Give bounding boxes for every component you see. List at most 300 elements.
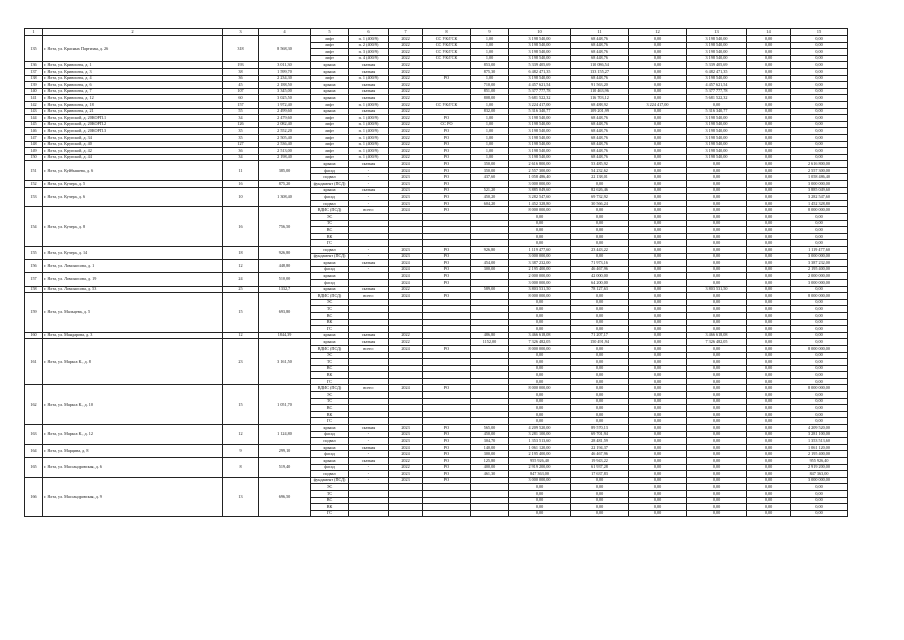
table-cell: 450,00: [471, 431, 509, 438]
total-area-cell: 1332,7: [259, 286, 311, 293]
table-cell: 2022: [389, 68, 423, 75]
total-area-cell: 299,10: [259, 444, 311, 457]
table-cell: [389, 299, 423, 306]
table-cell: [471, 345, 509, 352]
table-cell: СС РО: [423, 121, 471, 128]
table-cell: 2023: [389, 181, 423, 188]
table-cell: 1,00: [471, 134, 509, 141]
apartments-count-cell: 318: [223, 36, 259, 62]
table-cell: [423, 398, 471, 405]
table-cell: 8 000 000,00: [509, 293, 571, 300]
table-cell: 3 198 540,00: [509, 115, 571, 122]
table-cell: РО: [423, 345, 471, 352]
table-cell: крыша: [311, 339, 349, 346]
address-cell: г. Ялта, ул. Кривошты, д. 1: [43, 62, 223, 69]
table-cell: [389, 220, 423, 227]
table-cell: -: [349, 194, 389, 201]
table-cell: [349, 411, 389, 418]
table-cell: 0,00: [747, 108, 791, 115]
table-cell: 0,00: [747, 345, 791, 352]
table-cell: 486,80: [471, 332, 509, 339]
table-cell: [349, 398, 389, 405]
table-cell: 0,00: [791, 359, 848, 366]
table-cell: 0,00: [629, 444, 687, 451]
table-cell: [349, 273, 389, 280]
table-cell: 3 198 540,00: [509, 121, 571, 128]
apartments-count-cell: 38: [223, 68, 259, 75]
table-cell: 0,00: [629, 75, 687, 82]
table-cell: ЭС: [311, 214, 349, 221]
table-cell: 0,00: [747, 438, 791, 445]
table-cell: ЭС: [311, 392, 349, 399]
table-cell: 1,00: [471, 101, 509, 108]
table-cell: 0,00: [629, 148, 687, 155]
table-cell: 3 198 540,00: [509, 36, 571, 43]
table-cell: ВК: [311, 233, 349, 240]
apartments-count-cell: 8: [223, 458, 259, 478]
table-cell: [349, 319, 389, 326]
table-cell: фасад: [311, 431, 349, 438]
table-cell: 0,00: [629, 365, 687, 372]
table-cell: 0,00: [747, 161, 791, 168]
table-row: [25, 115, 848, 122]
table-cell: 851,00: [471, 88, 509, 95]
table-cell: 0,00: [571, 319, 629, 326]
row-number: 156: [25, 260, 43, 273]
table-row: [25, 95, 848, 102]
table-cell: лифт: [311, 36, 349, 43]
table-cell: 0,00: [687, 352, 747, 359]
table-cell: 0,00: [687, 240, 747, 247]
table-cell: 0,00: [747, 266, 791, 273]
row-number: 142: [25, 101, 43, 108]
total-area-cell: 1 308,40: [259, 187, 311, 207]
total-area-cell: 1 124,80: [259, 425, 311, 445]
table-cell: -: [349, 451, 389, 458]
address-cell: г. Ялта, ул. Красных Партизан, д. 26: [43, 36, 223, 62]
table-cell: 0,00: [791, 108, 848, 115]
table-cell: ЭС: [311, 484, 349, 491]
table-cell: -: [349, 253, 389, 260]
table-cell: 0,00: [747, 484, 791, 491]
table-cell: 68 448,76: [571, 42, 629, 49]
total-area-cell: 756,50: [259, 207, 311, 247]
table-cell: 3 198 540,00: [509, 154, 571, 161]
table-cell: [423, 378, 471, 385]
table-cell: п. 1 (400/9): [349, 134, 389, 141]
table-cell: скатная: [349, 95, 389, 102]
table-cell: 71 973,16: [571, 260, 629, 267]
column-header: 13: [687, 29, 747, 36]
table-cell: 0,00: [629, 88, 687, 95]
table-cell: ГС: [311, 418, 349, 425]
table-cell: 0,00: [687, 299, 747, 306]
table-cell: 2024: [389, 161, 423, 168]
table-cell: 2022: [389, 332, 423, 339]
table-cell: 847 363,00: [791, 471, 848, 478]
table-cell: 0,00: [629, 306, 687, 313]
table-cell: 0,00: [747, 121, 791, 128]
table-cell: 2023: [389, 187, 423, 194]
table-cell: лифт: [311, 42, 349, 49]
table-cell: 3 198 540,00: [687, 148, 747, 155]
table-cell: [471, 240, 509, 247]
table-cell: ГС: [311, 240, 349, 247]
table-cell: [349, 359, 389, 366]
table-cell: [471, 220, 509, 227]
table-cell: 2023: [389, 200, 423, 207]
table-cell: 68 448,76: [571, 128, 629, 135]
address-cell: г. Ялта, ул. Крупской, д. 20КОРП.1: [43, 115, 223, 122]
table-cell: лифт: [311, 75, 349, 82]
table-cell: 0,00: [791, 405, 848, 412]
table-cell: ЭС: [311, 299, 349, 306]
table-cell: 0,00: [629, 464, 687, 471]
table-cell: 0,00: [687, 477, 747, 484]
table-cell: [389, 214, 423, 221]
table-cell: [423, 365, 471, 372]
table-cell: 0,00: [747, 88, 791, 95]
table-cell: 0,00: [629, 82, 687, 89]
table-cell: 0,00: [747, 141, 791, 148]
table-cell: [349, 365, 389, 372]
table-cell: 2023: [389, 438, 423, 445]
table-cell: 0,00: [791, 75, 848, 82]
table-cell: 0,00: [571, 365, 629, 372]
table-cell: 2 195 400,00: [791, 266, 848, 273]
table-cell: [471, 181, 509, 188]
table-cell: 3 198 540,00: [509, 42, 571, 49]
table-cell: скатная: [349, 332, 389, 339]
row-number: 162: [25, 385, 43, 425]
total-area-cell: 696,50: [259, 477, 311, 517]
table-cell: 3 198 540,00: [687, 42, 747, 49]
table-cell: подвал: [311, 174, 349, 181]
row-number: 163: [25, 425, 43, 445]
table-cell: скатная: [349, 68, 389, 75]
table-cell: 0,00: [747, 497, 791, 504]
table-cell: РО: [423, 161, 471, 168]
table-cell: 0,00: [791, 141, 848, 148]
table-cell: 5 681 522,32: [509, 95, 571, 102]
table-cell: 0,00: [747, 326, 791, 333]
table-cell: лифт: [311, 121, 349, 128]
table-cell: [471, 477, 509, 484]
table-cell: 2022: [389, 82, 423, 89]
table-cell: 0,00: [509, 365, 571, 372]
table-cell: 4 457 621,54: [687, 82, 747, 89]
table-cell: [423, 332, 471, 339]
row-number: 148: [25, 141, 43, 148]
table-cell: 2023: [389, 194, 423, 201]
table-cell: ГС: [311, 378, 349, 385]
address-cell: г. Ялта, ул. Крупской, д. 34: [43, 134, 223, 141]
row-number: 145: [25, 121, 43, 128]
table-cell: 0,00: [571, 411, 629, 418]
table-cell: [471, 312, 509, 319]
apartments-count-cell: 16: [223, 207, 259, 247]
table-cell: 0,00: [629, 490, 687, 497]
table-cell: 1 058 486,40: [791, 174, 848, 181]
table-cell: 0,00: [747, 339, 791, 346]
table-cell: 3 387 232,00: [791, 260, 848, 267]
table-row: [25, 108, 848, 115]
total-area-cell: 3 161,50: [259, 339, 311, 385]
table-cell: 2 616 800,00: [791, 161, 848, 168]
row-number: 136: [25, 62, 43, 69]
table-cell: [423, 490, 471, 497]
table-cell: 0,00: [747, 378, 791, 385]
table-cell: 3 000 000,00: [509, 181, 571, 188]
table-cell: 0,00: [747, 464, 791, 471]
table-cell: 0,00: [687, 497, 747, 504]
table-cell: 0,00: [747, 260, 791, 267]
table-cell: ВДИС (ПСД): [311, 207, 349, 214]
row-number: 165: [25, 458, 43, 478]
table-cell: 8 000 000,00: [509, 345, 571, 352]
table-cell: 0,00: [509, 319, 571, 326]
table-row: [25, 62, 848, 69]
table-cell: [423, 312, 471, 319]
table-cell: 0,00: [571, 405, 629, 412]
address-cell: г. Ялта, ул. Ломоносова, д. 19: [43, 273, 223, 286]
table-cell: 0,00: [747, 95, 791, 102]
table-cell: 53 485,92: [571, 161, 629, 168]
table-cell: 0,00: [791, 233, 848, 240]
table-cell: 46 467,96: [571, 266, 629, 273]
table-cell: РО: [423, 115, 471, 122]
row-number: 155: [25, 247, 43, 260]
apartments-count-cell: 12: [223, 332, 259, 339]
table-cell: 0,00: [747, 490, 791, 497]
table-cell: [389, 484, 423, 491]
apartments-count-cell: 13: [223, 477, 259, 517]
table-cell: 0,00: [629, 359, 687, 366]
table-cell: 0,00: [747, 431, 791, 438]
table-cell: лифт: [311, 55, 349, 62]
table-cell: 0,00: [791, 62, 848, 69]
table-cell: 0,00: [687, 293, 747, 300]
table-cell: 109 201,99: [571, 108, 629, 115]
table-cell: скатная: [349, 286, 389, 293]
table-cell: фасад: [311, 279, 349, 286]
table-cell: -: [349, 438, 389, 445]
table-cell: [471, 306, 509, 313]
table-cell: 0,00: [629, 339, 687, 346]
table-cell: [471, 378, 509, 385]
table-cell: 0,00: [747, 207, 791, 214]
table-cell: 0,00: [629, 161, 687, 168]
table-cell: 2022: [389, 464, 423, 471]
apartments-count-cell: 18: [223, 247, 259, 260]
apartments-count-cell: 35: [223, 128, 259, 135]
table-cell: 0,00: [629, 154, 687, 161]
table-row: [25, 385, 848, 392]
table-cell: 0,00: [571, 504, 629, 511]
table-cell: 0,00: [687, 227, 747, 234]
table-cell: 3 198 540,00: [687, 36, 747, 43]
table-cell: 0,00: [687, 451, 747, 458]
table-cell: ТС: [311, 398, 349, 405]
table-cell: крыша: [311, 161, 349, 168]
table-cell: 0,00: [571, 345, 629, 352]
table-cell: [389, 490, 423, 497]
table-cell: [471, 279, 509, 286]
table-cell: 0,00: [509, 214, 571, 221]
table-cell: 0,00: [687, 220, 747, 227]
table-cell: 0,00: [629, 207, 687, 214]
table-cell: 68 448,76: [571, 36, 629, 43]
table-row: [25, 36, 848, 43]
table-cell: [349, 372, 389, 379]
total-area-cell: 1 599,70: [259, 68, 311, 75]
table-cell: ВС: [311, 227, 349, 234]
row-number: 160: [25, 332, 43, 339]
table-cell: 0,00: [687, 273, 747, 280]
table-cell: фасад: [311, 266, 349, 273]
total-area-cell: 1 051,70: [259, 385, 311, 425]
table-cell: [471, 365, 509, 372]
table-cell: 4 457 621,54: [509, 82, 571, 89]
address-cell: г. Ялта, ул. Марцива, д. 8: [43, 444, 223, 457]
column-header: 14: [747, 29, 791, 36]
table-cell: 0,00: [509, 312, 571, 319]
table-cell: 0,00: [791, 306, 848, 313]
table-cell: 6 482 471,35: [687, 68, 747, 75]
table-cell: 350,00: [471, 167, 509, 174]
column-header: 10: [509, 29, 571, 36]
table-cell: 0,00: [747, 227, 791, 234]
address-cell: г. Ялта, ул. Мандарова, д. 3: [43, 332, 223, 339]
total-area-cell: 2 513,00: [259, 148, 311, 155]
table-cell: 604,20: [471, 200, 509, 207]
table-cell: 68 448,76: [571, 55, 629, 62]
table-cell: СС УК/ГСК: [423, 42, 471, 49]
table-cell: 0,00: [791, 95, 848, 102]
table-cell: 0,00: [747, 200, 791, 207]
table-cell: 0,00: [747, 385, 791, 392]
table-cell: 6 482 471,35: [509, 68, 571, 75]
table-row: [25, 101, 848, 108]
table-cell: крыша: [311, 82, 349, 89]
table-cell: [349, 227, 389, 234]
table-cell: [389, 497, 423, 504]
table-cell: [423, 88, 471, 95]
address-cell: г. Ялта, ул. Кучера, д. 6: [43, 187, 223, 207]
address-cell: г. Ялта, ул. Кривошты, д. 6: [43, 82, 223, 89]
column-header: 9: [471, 29, 509, 36]
table-cell: 0,00: [791, 134, 848, 141]
table-cell: 847 363,00: [509, 471, 571, 478]
table-cell: 69 701,94: [571, 431, 629, 438]
row-number: 150: [25, 154, 43, 161]
table-cell: РО: [423, 438, 471, 445]
table-cell: 0,00: [509, 418, 571, 425]
table-cell: лифт: [311, 101, 349, 108]
table-cell: [471, 352, 509, 359]
table-cell: 3 198 540,00: [509, 75, 571, 82]
table-cell: 3 198 540,00: [509, 49, 571, 56]
table-cell: 0,00: [509, 352, 571, 359]
table-cell: 2022: [389, 101, 423, 108]
table-cell: 46 467,96: [571, 451, 629, 458]
table-cell: 0,00: [687, 392, 747, 399]
table-cell: 461,30: [471, 471, 509, 478]
table-cell: 78 127,63: [571, 286, 629, 293]
table-cell: [349, 418, 389, 425]
table-cell: -: [349, 471, 389, 478]
table-cell: 68 448,76: [571, 121, 629, 128]
table-cell: 8 000 000,00: [791, 345, 848, 352]
address-cell: г. Ялта, ул. Маркса К., д. 12: [43, 425, 223, 445]
table-cell: 0,00: [687, 411, 747, 418]
table-cell: ЭС: [311, 352, 349, 359]
table-cell: [471, 273, 509, 280]
table-cell: 1 353 513,60: [509, 438, 571, 445]
table-cell: 0,00: [509, 233, 571, 240]
table-cell: 0,00: [687, 266, 747, 273]
address-cell: г. Ялта, ул. Крупской, д. 40: [43, 141, 223, 148]
row-number: 164: [25, 444, 43, 457]
row-number: 166: [25, 477, 43, 517]
table-cell: 68 488,92: [571, 101, 629, 108]
table-cell: 853,00: [471, 62, 509, 69]
table-cell: скатная: [349, 62, 389, 69]
total-area-cell: 2 552,20: [259, 128, 311, 135]
row-number: 135: [25, 36, 43, 62]
table-cell: [471, 398, 509, 405]
table-cell: СС УК/ГСК: [423, 55, 471, 62]
table-cell: 22 194,37: [571, 444, 629, 451]
table-cell: 0,00: [791, 121, 848, 128]
table-cell: РО: [423, 154, 471, 161]
table-cell: 0,00: [571, 372, 629, 379]
table-cell: 0,00: [747, 372, 791, 379]
table-cell: 0,00: [571, 233, 629, 240]
table-cell: 0,00: [747, 128, 791, 135]
table-cell: 0,00: [629, 174, 687, 181]
table-cell: 0,00: [747, 477, 791, 484]
table-cell: 0,00: [687, 504, 747, 511]
table-cell: [471, 385, 509, 392]
total-area-cell: 8 568,30: [259, 36, 311, 62]
table-cell: 0,00: [747, 359, 791, 366]
table-cell: 2024: [389, 345, 423, 352]
row-number: 147: [25, 134, 43, 141]
table-cell: лифт: [311, 141, 349, 148]
table-cell: 0,00: [509, 411, 571, 418]
table-cell: [389, 405, 423, 412]
table-cell: 0,00: [687, 260, 747, 267]
table-cell: 3 000 000,00: [509, 477, 571, 484]
table-row: [25, 82, 848, 89]
table-cell: -: [349, 167, 389, 174]
table-cell: 2022: [389, 108, 423, 115]
table-cell: 0,00: [747, 154, 791, 161]
table-cell: 2024: [389, 293, 423, 300]
table-cell: 110 463,96: [571, 88, 629, 95]
table-cell: 3 198 540,00: [509, 128, 571, 135]
table-cell: 0,00: [687, 438, 747, 445]
table-cell: 8 000 000,00: [791, 385, 848, 392]
table-cell: 955 926,40: [509, 458, 571, 465]
table-cell: РО: [423, 273, 471, 280]
table-cell: 0,00: [791, 88, 848, 95]
table-cell: 1 058 486,40: [509, 174, 571, 181]
table-cell: РО: [423, 134, 471, 141]
row-number: 151: [25, 161, 43, 181]
table-cell: -: [349, 181, 389, 188]
